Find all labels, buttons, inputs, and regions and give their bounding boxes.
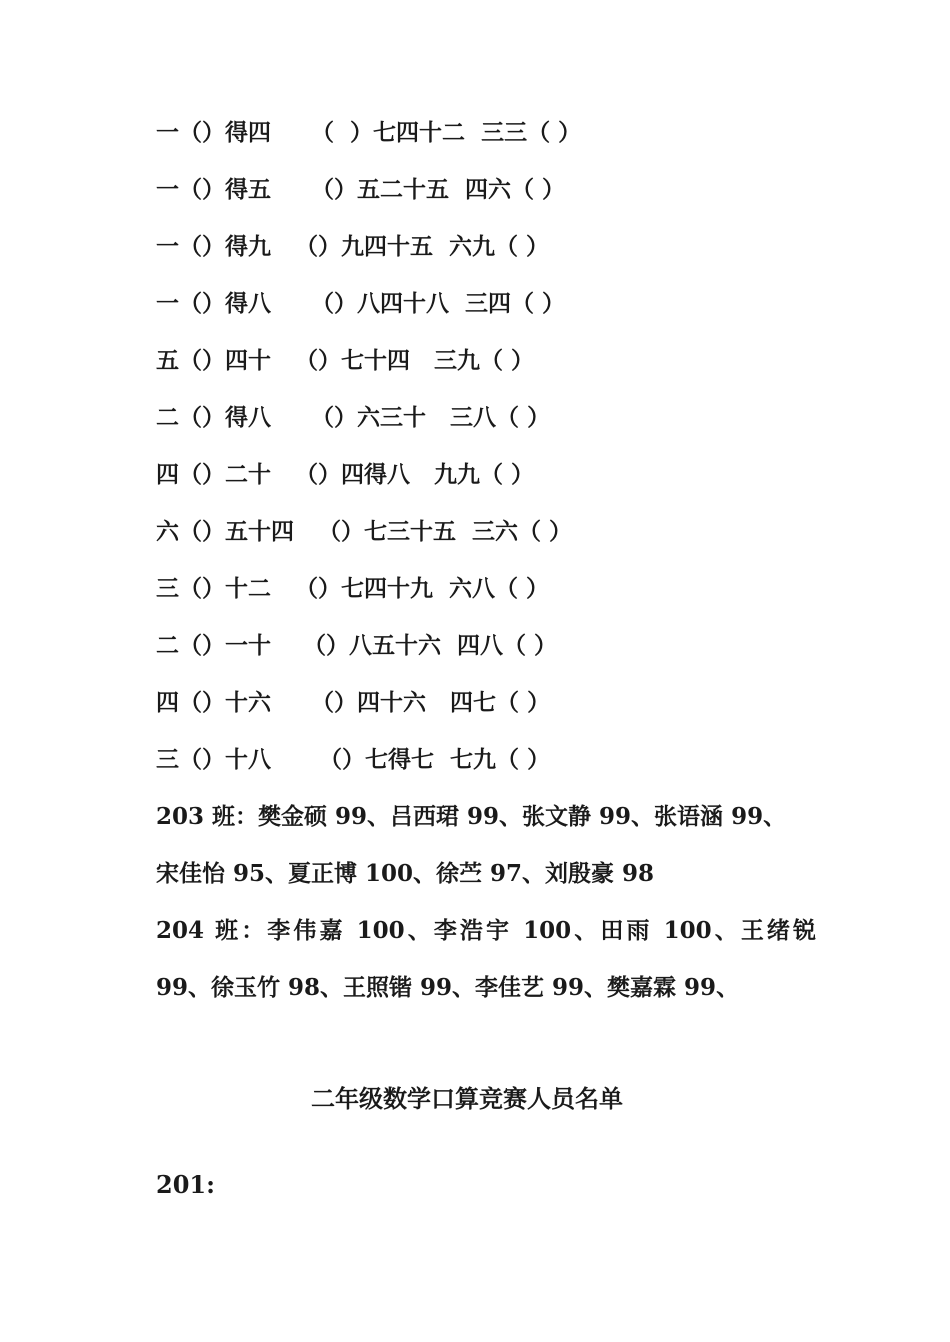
class-204-results-line-1: 204 班：李伟嘉 100、李浩宇 100、田雨 100、王绪锐 <box>156 917 816 944</box>
drill-row: 一（）得五 （）五二十五 四六（ ） <box>156 176 566 203</box>
drill-row: 四（）十六 （）四十六 四七（ ） <box>156 689 551 716</box>
document-title: 二年级数学口算竞赛人员名单 <box>311 1084 623 1113</box>
drill-row: 五（）四十 （）七十四 三九（ ） <box>156 347 535 374</box>
drill-row: 一（）得九 （）九四十五 六九（ ） <box>156 233 550 260</box>
drill-row: 四（）二十 （）四得八 九九（ ） <box>156 461 535 488</box>
class-203-results-line-1: 203 班：樊金硕 99、吕西珺 99、张文静 99、张语涵 99、 <box>156 803 787 830</box>
drill-row: 二（）得八 （）六三十 三八（ ） <box>156 404 551 431</box>
drill-row: 三（）十八 （）七得七 七九（ ） <box>156 746 551 773</box>
multiplication-drill <box>156 112 836 796</box>
drill-row: 一（）得四 （ ）七四十二 三三（ ） <box>156 119 582 146</box>
drill-row: 三（）十二 （）七四十九 六八（ ） <box>156 575 550 602</box>
class-203-results-line-2: 宋佳怡 95、夏正博 100、徐苎 97、刘殷豪 98 <box>156 860 655 887</box>
class-204-results-line-2: 99、徐玉竹 98、王照锴 99、李佳艺 99、樊嘉霖 99、 <box>156 974 740 1001</box>
drill-row: 一（）得八 （）八四十八 三四（ ） <box>156 290 566 317</box>
class-results <box>156 796 816 1024</box>
class-201-heading: 201: <box>156 1170 215 1199</box>
drill-row: 二（）一十 （）八五十六 四八（ ） <box>156 632 558 659</box>
drill-row: 六（）五十四 （）七三十五 三六（ ） <box>156 518 573 545</box>
